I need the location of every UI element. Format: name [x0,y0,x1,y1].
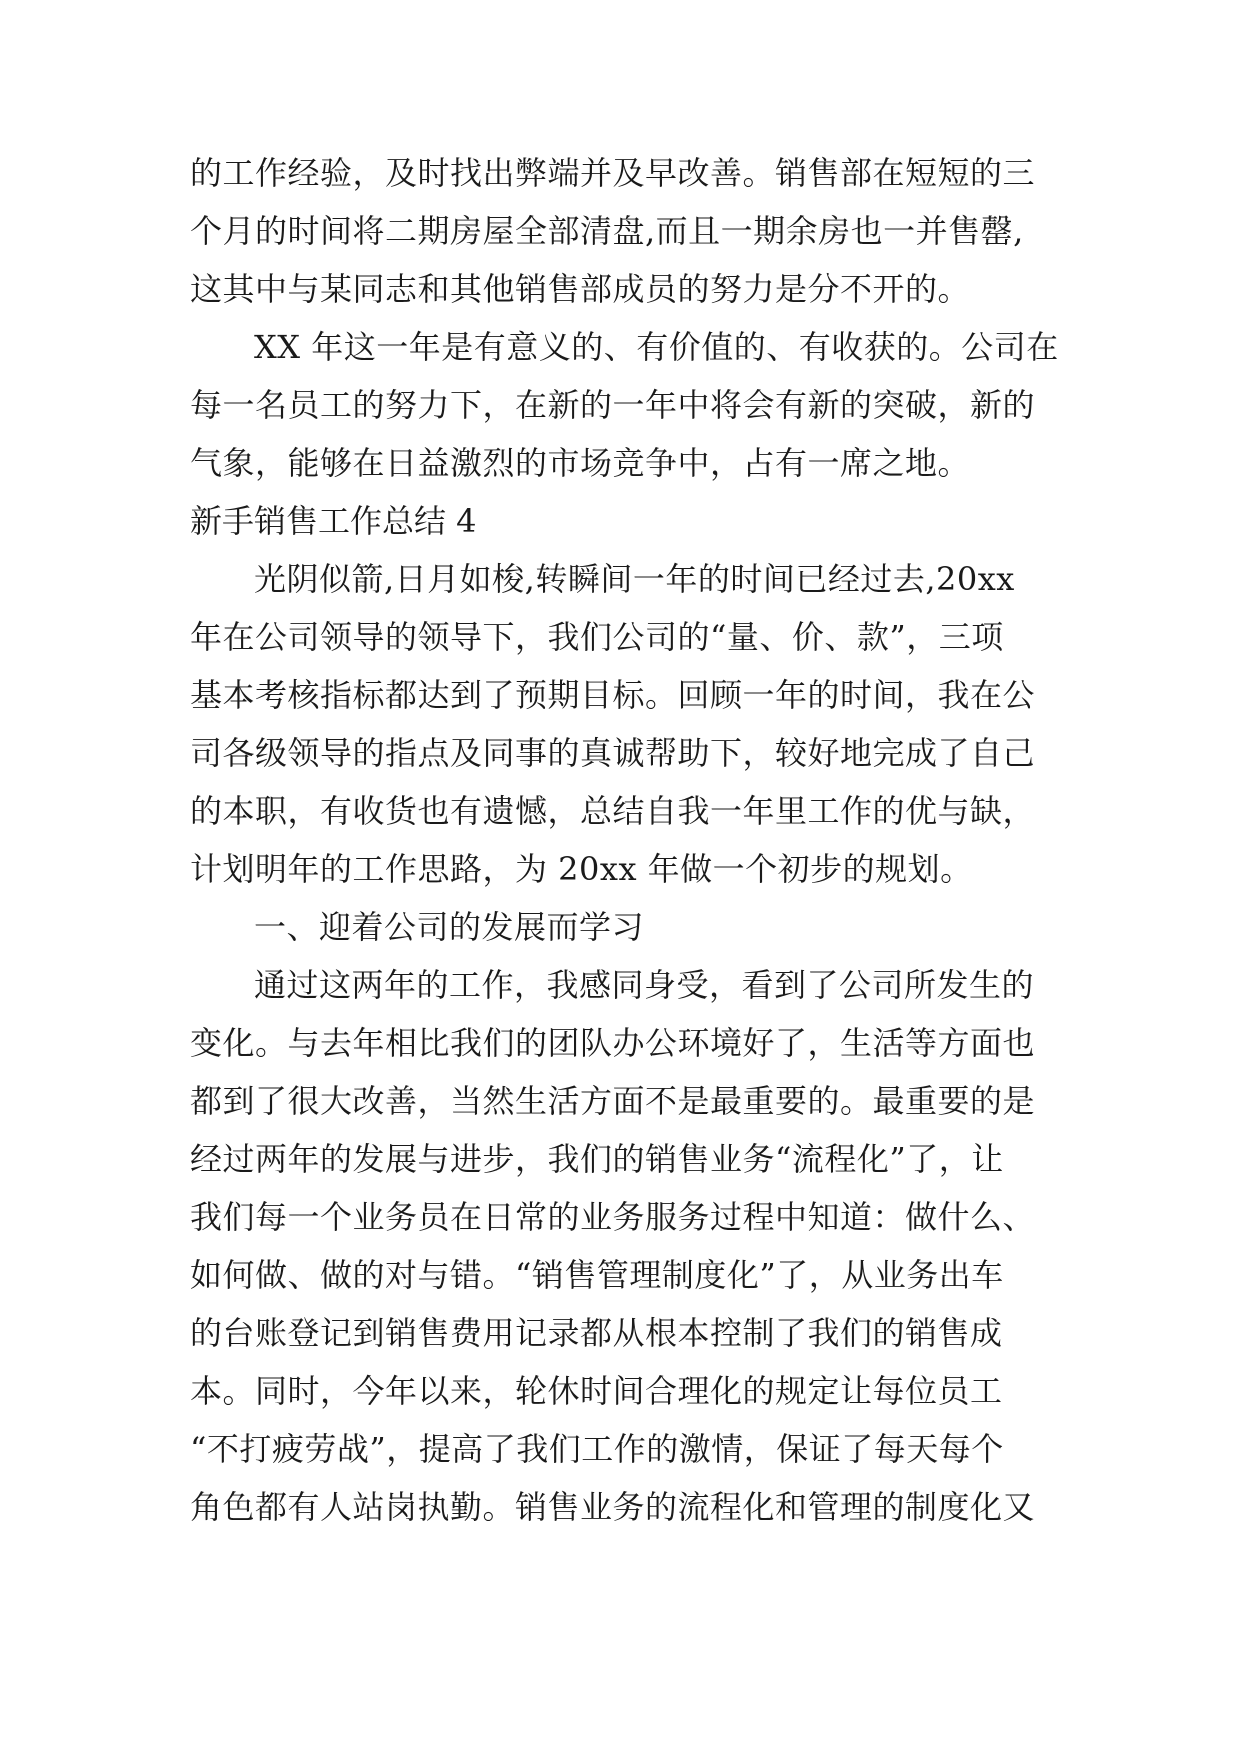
text-line: XX 年这一年是有意义的、有价值的、有收获的。公司在 [254,328,1059,366]
text-line: 个月的时间将二期房屋全部清盘,而且一期余房也一并售罄, [190,212,1024,250]
text-line: 年在公司领导的领导下，我们公司的“量、价、款”，三项 [190,618,1004,656]
text-line: 经过两年的发展与进步，我们的销售业务“流程化”了，让 [190,1140,1004,1178]
text-line: 都到了很大改善，当然生活方面不是最重要的。最重要的是 [190,1082,1036,1120]
text-line: 气象，能够在日益激烈的市场竞争中，占有一席之地。 [190,444,971,482]
section-heading: 新手销售工作总结 4 [190,502,477,540]
subsection-heading: 一、迎着公司的发展而学习 [254,908,645,946]
text-line: 的台账登记到销售费用记录都从根本控制了我们的销售成 [190,1314,1003,1352]
text-line: 计划明年的工作思路，为 20xx 年做一个初步的规划。 [190,850,973,888]
text-line: 每一名员工的努力下，在新的一年中将会有新的突破，新的 [190,386,1036,424]
text-line: 本。同时，今年以来，轮休时间合理化的规定让每位员工 [190,1372,1003,1410]
text-line: 角色都有人站岗执勤。销售业务的流程化和管理的制度化又 [190,1488,1036,1526]
text-line: 我们每一个业务员在日常的业务服务过程中知道：做什么、 [190,1198,1036,1236]
text-line: 基本考核指标都达到了预期目标。回顾一年的时间，我在公 [190,676,1036,714]
text-line: 如何做、做的对与错。“销售管理制度化”了，从业务出车 [190,1256,1004,1294]
text-line: “不打疲劳战”，提高了我们工作的激情，保证了每天每个 [190,1430,1004,1468]
text-line: 司各级领导的指点及同事的真诚帮助下，较好地完成了自己 [190,734,1036,772]
text-line: 变化。与去年相比我们的团队办公环境好了，生活等方面也 [190,1024,1036,1062]
text-line: 通过这两年的工作，我感同身受，看到了公司所发生的 [254,966,1035,1004]
text-line: 这其中与某同志和其他销售部成员的努力是分不开的。 [190,270,971,308]
text-line: 的本职，有收货也有遗憾，总结自我一年里工作的优与缺， [190,792,1036,830]
text-line: 的工作经验，及时找出弊端并及早改善。销售部在短短的三 [190,154,1036,192]
text-line: 光阴似箭,日月如梭,转瞬间一年的时间已经过去,20xx [254,560,1015,598]
